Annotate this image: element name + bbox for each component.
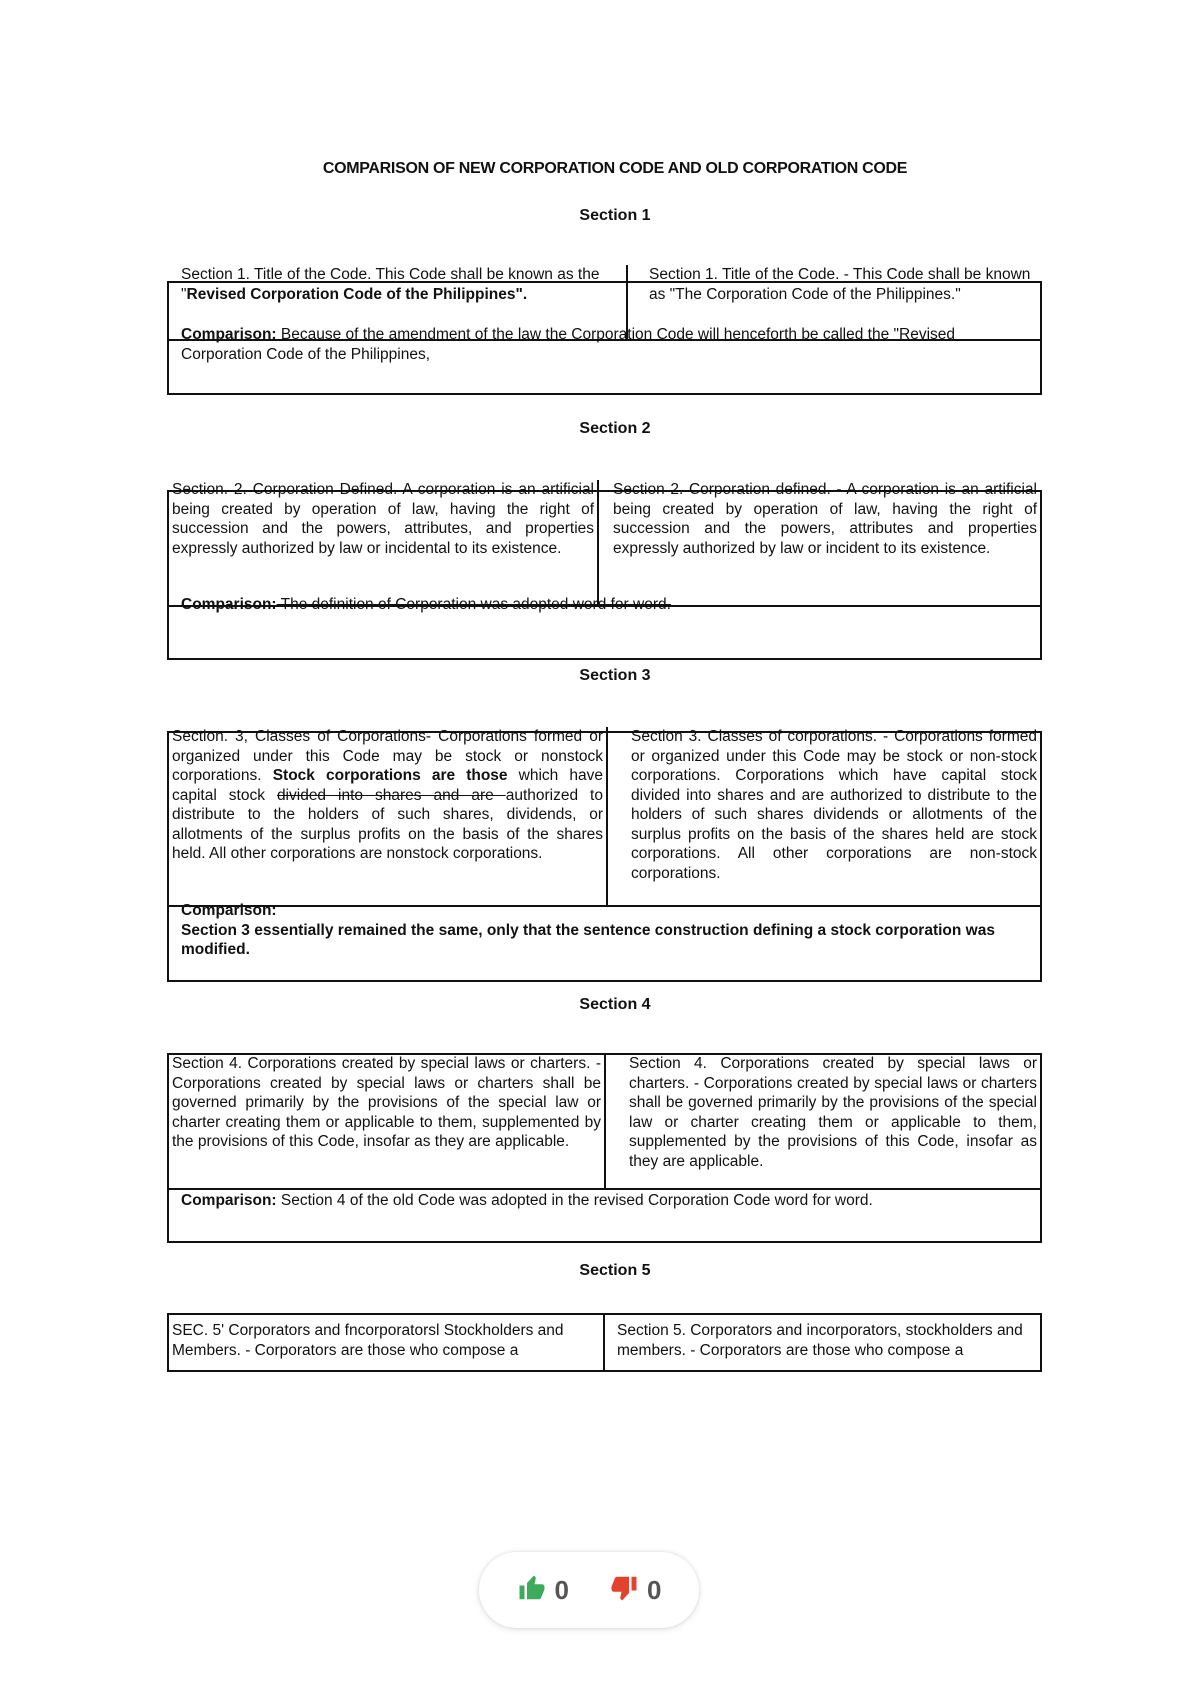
- section-heading: Section 2: [579, 420, 651, 437]
- comparison-table: [167, 728, 1042, 982]
- comparison-cell: [169, 1191, 1040, 1211]
- old-code-cell: Section 1. Title of the Code. - This Code shall be known as "The Corporation Code of the Philippines.": [649, 266, 1031, 303]
- comparison-text: The definition of Corporation was adopted word for word.: [276, 596, 671, 613]
- new-code-emphasis: Revised Corporation Code of the Philippines".: [186, 285, 528, 303]
- old-code-cell: Section 3. Classes of corporations. - Corporations formed or organized under this Code may be stock or non-stock corporations. Corporations which have capital stock divided into shares and are authorized to distribute to the holders of such shares dividends or allotments of the surplus profits on the basis of the shares held are stock corporations. All other corporations are non-stock corporations.: [631, 728, 1037, 882]
- section-heading: Section 1: [579, 207, 651, 224]
- old-code-cell: Section 5. Corporators and incorporators, stockholders and members. - Corporators are those who compose a: [617, 1322, 1023, 1359]
- section-heading: Section 3: [579, 667, 651, 684]
- comparison-label: Comparison:: [181, 902, 277, 919]
- new-code-emphasis: Stock corporations are those: [272, 767, 508, 784]
- thumbs-up-icon: [517, 1573, 547, 1608]
- deleted-text: divided into shares and are: [276, 786, 506, 804]
- new-code-text: Section. 3, Classes of Corporations- Corporations formed or organized under this Code may be stock or nonstock corporations.: [172, 728, 603, 784]
- comparison-label: Comparison:: [181, 596, 277, 613]
- document-title: COMPARISON OF NEW CORPORATION CODE AND OLD CORPORATION CODE: [322, 160, 908, 177]
- new-code-text: Section 1. Title of the Code. This Code shall be known as the ": [181, 266, 600, 303]
- new-code-cell: Section. 2. Corporation Defined. A corporation is an artificial being created by operation of law, having the right of succession and the powers, attributes, and properties expressly authorized by law or incidental to its existence.: [169, 480, 599, 605]
- comparison-cell: [169, 325, 1040, 364]
- comparison-label: Comparison:: [181, 326, 277, 343]
- section-heading: Section 4: [579, 996, 651, 1013]
- comparison-text: Because of the amendment of the law the Corporation Code will henceforth be called the "Revised Corporation Code of the Philippines,: [181, 326, 956, 363]
- comparison-table: [167, 266, 1042, 395]
- new-code-cell: [169, 727, 608, 905]
- section-heading: Section 5: [579, 1262, 651, 1279]
- new-code-text: authorized to distribute to the holders of such shares, dividends, or allotments of the surplus profits on the basis of the shares held. All other corporations are nonstock corporations.: [172, 786, 603, 862]
- new-code-cell: SEC. 5' Corporators and fncorporatorsl Stockholders and Members. - Corporators are those who compose a: [169, 1315, 605, 1370]
- provision-row: [169, 1055, 1040, 1190]
- comparison-table: [167, 1053, 1042, 1243]
- old-code-cell: Section 2. Corporation defined. - A corporation is an artificial being created by operation of law, having the right of succession and the powers, attributes and properties expressly authorized by law or incident to its existence.: [613, 481, 1037, 557]
- provision-row: [169, 728, 1040, 907]
- comparison-label: Comparison:: [181, 1192, 277, 1209]
- comparison-text: Section 3 essentially remained the same, only that the sentence construction defining a stock corporation was modified.: [181, 921, 995, 958]
- provision-row: [169, 481, 1040, 607]
- new-code-text: which have capital stock: [172, 767, 603, 804]
- old-code-cell: Section 4. Corporations created by special laws or charters. - Corporations created by special laws or charters shall be governed primarily by the provisions of the special law or charter creating them or applicable to them, supplemented by the provisions of this Code, insofar as they are applicable.: [629, 1055, 1037, 1170]
- comparison-table: [167, 481, 1042, 660]
- upvote-button[interactable]: [517, 1573, 569, 1608]
- new-code-cell: Section 4. Corporations created by special laws or charters. - Corporations created by special laws or charters shall be governed primarily by the provisions of the special law or charter creating them or applicable to them, supplemented by the provisions of this Code, insofar as they are applicable.: [169, 1054, 606, 1188]
- comparison-text: Section 4 of the old Code was adopted in the revised Corporation Code word for word.: [276, 1192, 873, 1209]
- comparison-cell: [169, 901, 1040, 960]
- upvote-count: 0: [554, 1574, 569, 1605]
- comparison-table: [167, 1313, 1042, 1372]
- downvote-count: 0: [647, 1574, 662, 1605]
- vote-bar: [479, 1552, 699, 1628]
- thumbs-down-icon: [609, 1573, 639, 1608]
- downvote-button[interactable]: [609, 1573, 661, 1608]
- provision-row: [169, 1315, 1040, 1370]
